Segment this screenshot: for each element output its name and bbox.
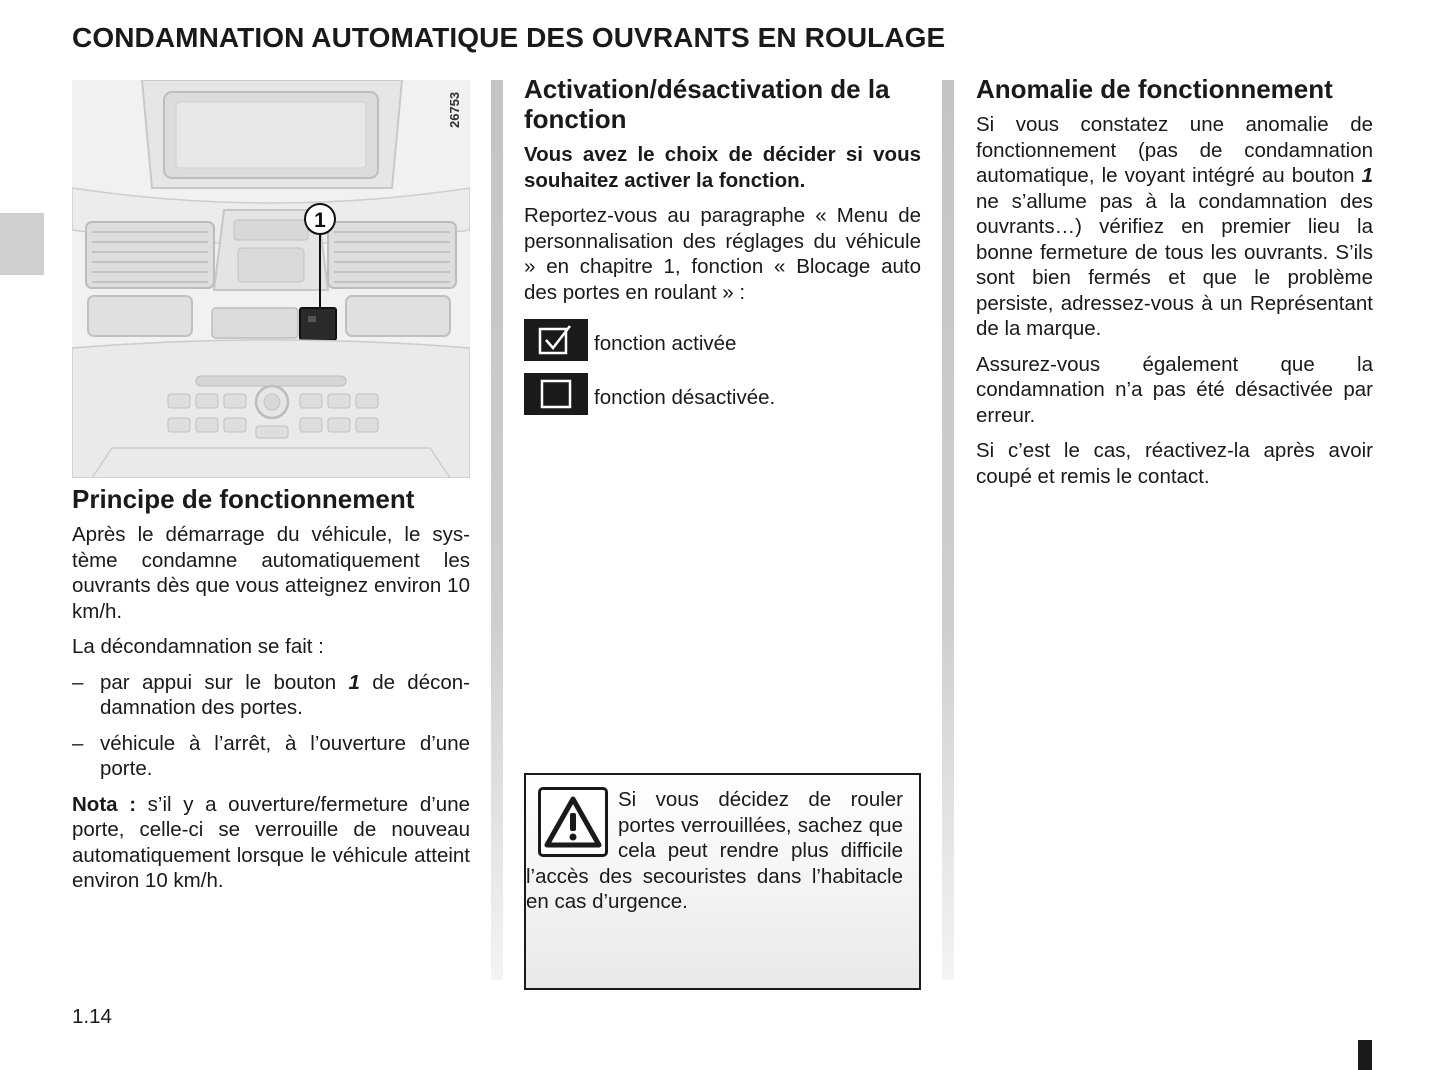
warning-text: Si vous décidez de rouler portes verrouillées, sachez que cela peut rendre plus difficile l’accès des secouristes dans l’habitacle en cas d’urgence. [526,788,903,913]
column-divider [942,80,954,980]
dashboard-illustration [72,80,470,478]
illustration-reference: 26753 [447,91,462,129]
check-paragraph: Assurez-vous également que la condamnation n’a pas été désactivée par erreur. [976,352,1373,427]
anomaly-paragraph: Si vous constatez une anomalie de fonctionnement (pas de condamnation automatique, le voyant intégré au bouton 1 ne s’allume pas à la condamnation des ouvrants…) vérifiez en premier lieu la bonne fermeture de tous les ouvrants. S’ils sont bien fermés et que le problème persiste, adressez-vous à un Représentant de la marque. [976,113,1373,340]
right-column [976,74,1373,499]
column-divider [491,80,503,980]
option-disabled: fonction désactivée. [524,373,921,415]
unlock-intro: La décondamnation se fait : [72,635,324,658]
chapter-tab [0,213,44,275]
warning-box [524,773,921,990]
activation-heading: Activation/désactivation de la fonction [524,74,890,134]
page-title: CONDAMNATION AUTOMATIQUE DES OUVRANTS EN ROULAGE [72,22,946,53]
anomaly-heading: Anomalie de fonctionnement [976,74,1333,104]
principle-heading: Principe de fonctionnement [72,484,415,514]
option-enabled: fonction activée [524,319,921,361]
list-item: – par appui sur le bouton 1 de décondamnation des portes. [72,670,470,719]
nota-paragraph: Nota : s’il y a ouverture/fermeture d’une porte, celle-ci se verrouille de nouveau automatiquement lorsque le véhicule atteint environ 10 km/h. [72,792,470,892]
callout-label: 1 [314,209,326,232]
activation-choice: Vous avez le choix de décider si vous souhaitez activer la fonction. [524,143,921,192]
left-column [72,484,470,904]
reactivate-paragraph: Si c’est le cas, réactivez-la après avoir coupé et remis le contact. [976,439,1373,488]
activation-instructions: Reportez-vous au paragraphe « Menu de personnalisation des réglages du véhicule » en chapitre 1, fonction « Blocage auto des portes en roulant » : [524,204,921,304]
page-edge-mark [1358,1040,1372,1070]
empty-box-icon [524,373,588,415]
warning-triangle-icon [538,787,608,857]
middle-column [524,74,921,427]
checked-box-icon [524,319,588,361]
principle-paragraph: Après le démarrage du véhicule, le système condamne automatiquement les ouvrants dès que vous atteignez environ 10 km/h. [72,523,470,623]
page-number: 1.14 [72,1005,112,1028]
list-item: – véhicule à l’arrêt, à l’ouverture d’une porte. [72,731,470,780]
